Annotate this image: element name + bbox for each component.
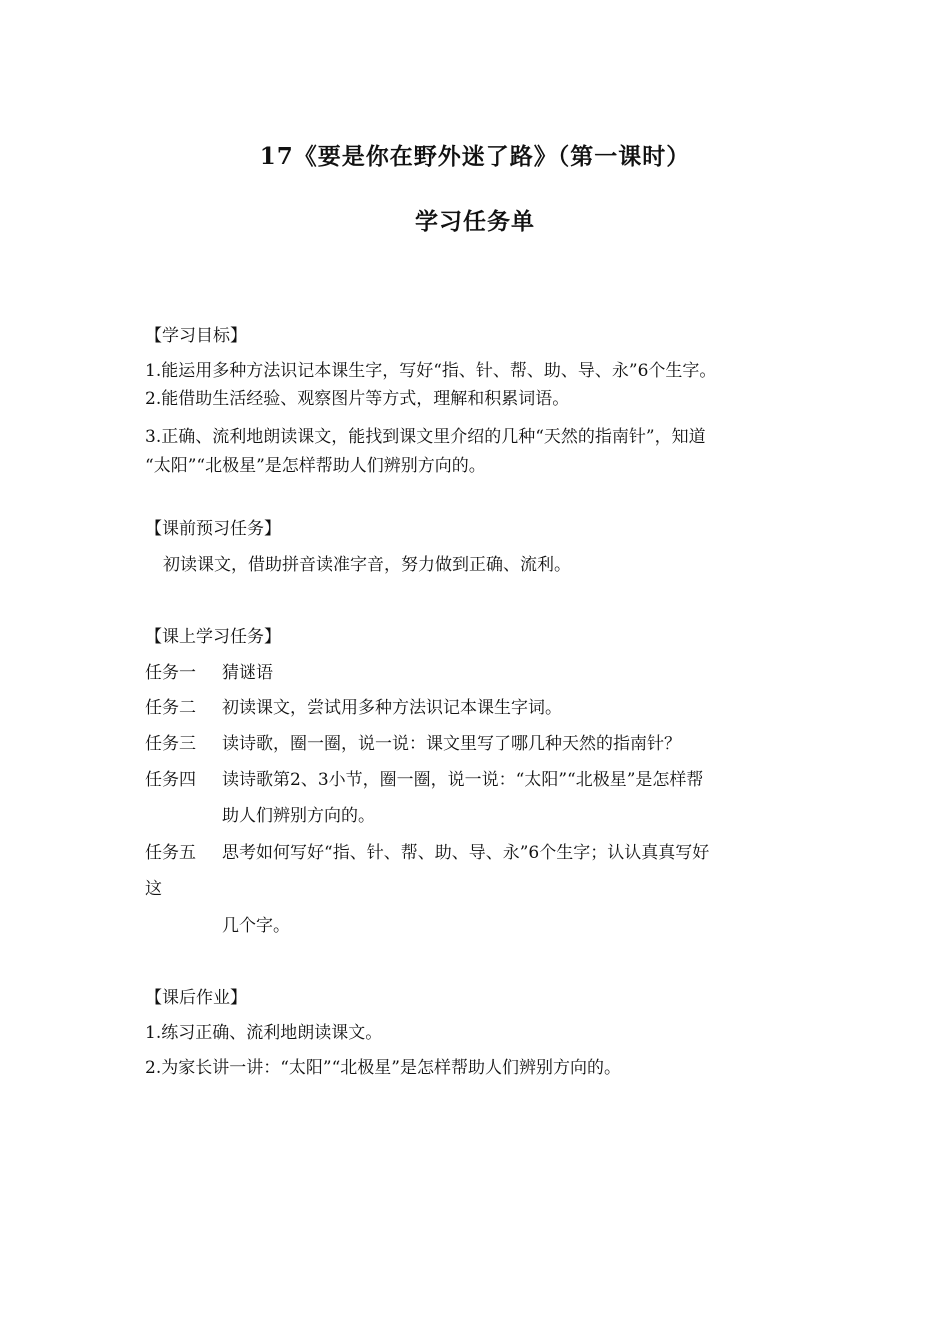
task-5-text: 思考如何写好“指、针、帮、助、导、永”6个生字；认认真真写好 [222, 843, 710, 863]
goal-item-2: 2.能借助生活经验、观察图片等方式，理解和积累词语。 [145, 389, 570, 409]
task-4-label: 任务四 [145, 770, 196, 790]
task-1-label: 任务一 [145, 663, 196, 683]
task-3-text: 读诗歌，圈一圈，说一说：课文里写了哪几种天然的指南针？ [222, 734, 681, 754]
classroom-heading: 【课上学习任务】 [145, 627, 281, 647]
task-5-label: 任务五 [145, 843, 196, 863]
task-4-text: 读诗歌第2、3小节，圈一圈，说一说：“太阳”“北极星”是怎样帮 [222, 770, 704, 790]
goal-item-3: 3.正确、流利地朗读课文，能找到课文里介绍的几种“天然的指南针”，知道 [145, 427, 706, 447]
task-5-text-cont: 几个字。 [222, 916, 290, 936]
task-2-label: 任务二 [145, 698, 196, 718]
page-title: 17《要是你在野外迷了路》（第一课时） [259, 143, 691, 170]
task-1-text: 猜谜语 [222, 663, 273, 683]
task-4-text-cont: 助人们辨别方向的。 [222, 806, 375, 826]
homework-item-1: 1.练习正确、流利地朗读课文。 [145, 1023, 383, 1043]
page-subtitle: 学习任务单 [415, 208, 535, 235]
homework-heading: 【课后作业】 [145, 988, 247, 1008]
preview-text: 初读课文，借助拼音读准字音，努力做到正确、流利。 [163, 555, 571, 575]
homework-item-2: 2.为家长讲一讲：“太阳”“北极星”是怎样帮助人们辨别方向的。 [145, 1058, 621, 1078]
task-2-text: 初读课文，尝试用多种方法识记本课生字词。 [222, 698, 562, 718]
goals-heading: 【学习目标】 [145, 326, 247, 346]
preview-heading: 【课前预习任务】 [145, 519, 281, 539]
task-5-text-wrap: 这 [145, 879, 162, 899]
goal-item-3-cont: “太阳”“北极星”是怎样帮助人们辨别方向的。 [145, 456, 486, 476]
goal-item-1: 1.能运用多种方法识记本课生字，写好“指、针、帮、助、导、永”6个生字。 [145, 361, 717, 381]
task-3-label: 任务三 [145, 734, 196, 754]
